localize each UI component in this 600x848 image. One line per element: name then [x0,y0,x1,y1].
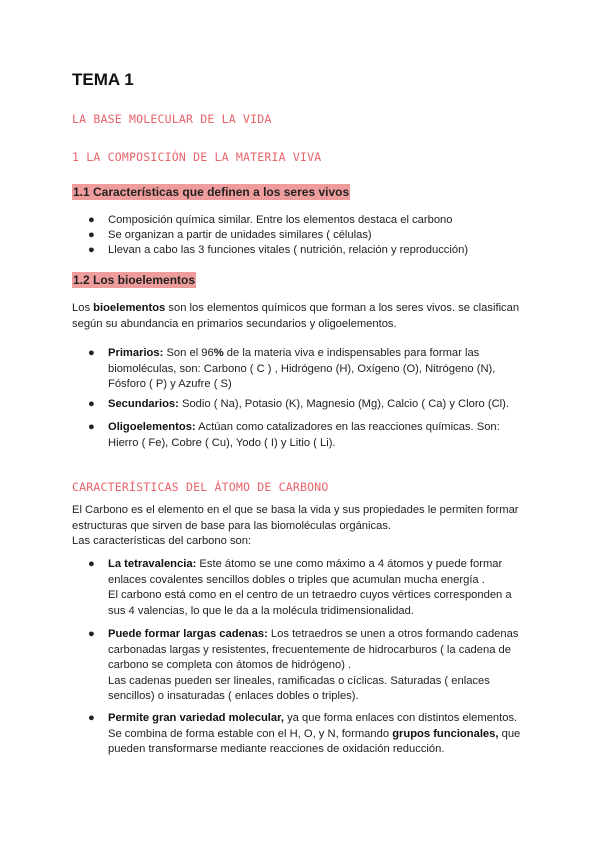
bullet-icon: ● [88,712,95,724]
list-item-variedad: ● Permite gran variedad molecular, ya que forma enlaces con distintos elementos. Se combina de forma estable con el H, O, y N, formando grupos funcionales, que pueden transformarse mediante reacciones de oxidación reducción. [88,712,521,755]
bioelementos-intro: Los bioelementos son los elementos químicos que forman a los seres vivos. se clasifican según su abundancia en primarios secundarios y oligoelementos. [72,302,520,330]
bullet-icon: ● [88,558,95,570]
heading-atomo-carbono: CARACTERÍSTICAS DEL ÁTOMO DE CARBONO [72,480,329,494]
list-item-primarios: ● Primarios: Son el 96% de la materia viva e indispensables para formar las biomoléculas, son: Carbono ( C ) , Hidrógeno (H), Oxígeno (O), Nitrógeno (N), Fósforo ( P) y Azufre ( S) [88,347,496,390]
list-item-secundarios: ● Secundarios: Sodio ( Na), Potasio (K), Magnesio (Mg), Calcio ( Ca) y Cloro (Cl). [108,397,528,413]
bullet-icon: ● [88,244,95,256]
bullet-icon: ● [88,229,95,241]
list-item-oligoelementos: ● Oligoelementos: Actúan como catalizadores en las reacciones químicas. Son: Hierro ( Fe), Cobre ( Cu), Yodo ( I) y Litio ( Li). [88,421,500,449]
bullet-icon: ● [88,214,95,226]
list-item: ● Composición química similar. Entre los elementos destaca el carbono [108,213,453,229]
list-item-cadenas: ● Puede formar largas cadenas: Los tetraedros se unen a otros formando cadenas carbonadas largas y resistentes, frecuentemente de hidrocarburos ( la cadena de carbono se completa con átomos de hidrógeno) . Las cadenas pueden ser lineales, ramificadas o cíclicas. Saturadas ( enlaces sencillos) o insaturadas ( enlaces dobles o triples). [88,628,519,702]
carbono-intro: El Carbono es el elemento en el que se basa la vida y sus propiedades le permiten formar estructuras que sirven de base para las biomoléculas orgánicas. Las características del carbono son: [72,504,519,547]
bullet-icon: ● [88,421,95,433]
section-title-bioelementos: 1.2 Los bioelementos [73,273,196,287]
bullet-icon: ● [88,347,95,359]
section-title-caracteristicas: 1.1 Características que definen a los seres vivos [73,185,350,199]
heading-composicion: 1 LA COMPOSICIÓN DE LA MATERIA VIVA [72,150,322,164]
page-title: TEMA 1 [72,70,134,89]
list-item-tetravalencia: ● La tetravalencia: Este átomo se une como máximo a 4 átomos y puede formar enlaces covalentes sencillos dobles o triples que acumulan mucha energía . El carbono está como en el centro de un tetraedro cuyos vértices corresponden a sus 4 valencias, lo que le da a la molécula tridimensionalidad. [88,558,512,617]
list-item: ● Llevan a cabo las 3 funciones vitales ( nutrición, relación y reproducción) [108,243,468,259]
heading-base-molecular: LA BASE MOLECULAR DE LA VIDA [72,112,272,126]
list-item: ● Se organizan a partir de unidades similares ( células) [108,228,372,244]
bullet-icon: ● [88,398,95,410]
bullet-icon: ● [88,628,95,640]
